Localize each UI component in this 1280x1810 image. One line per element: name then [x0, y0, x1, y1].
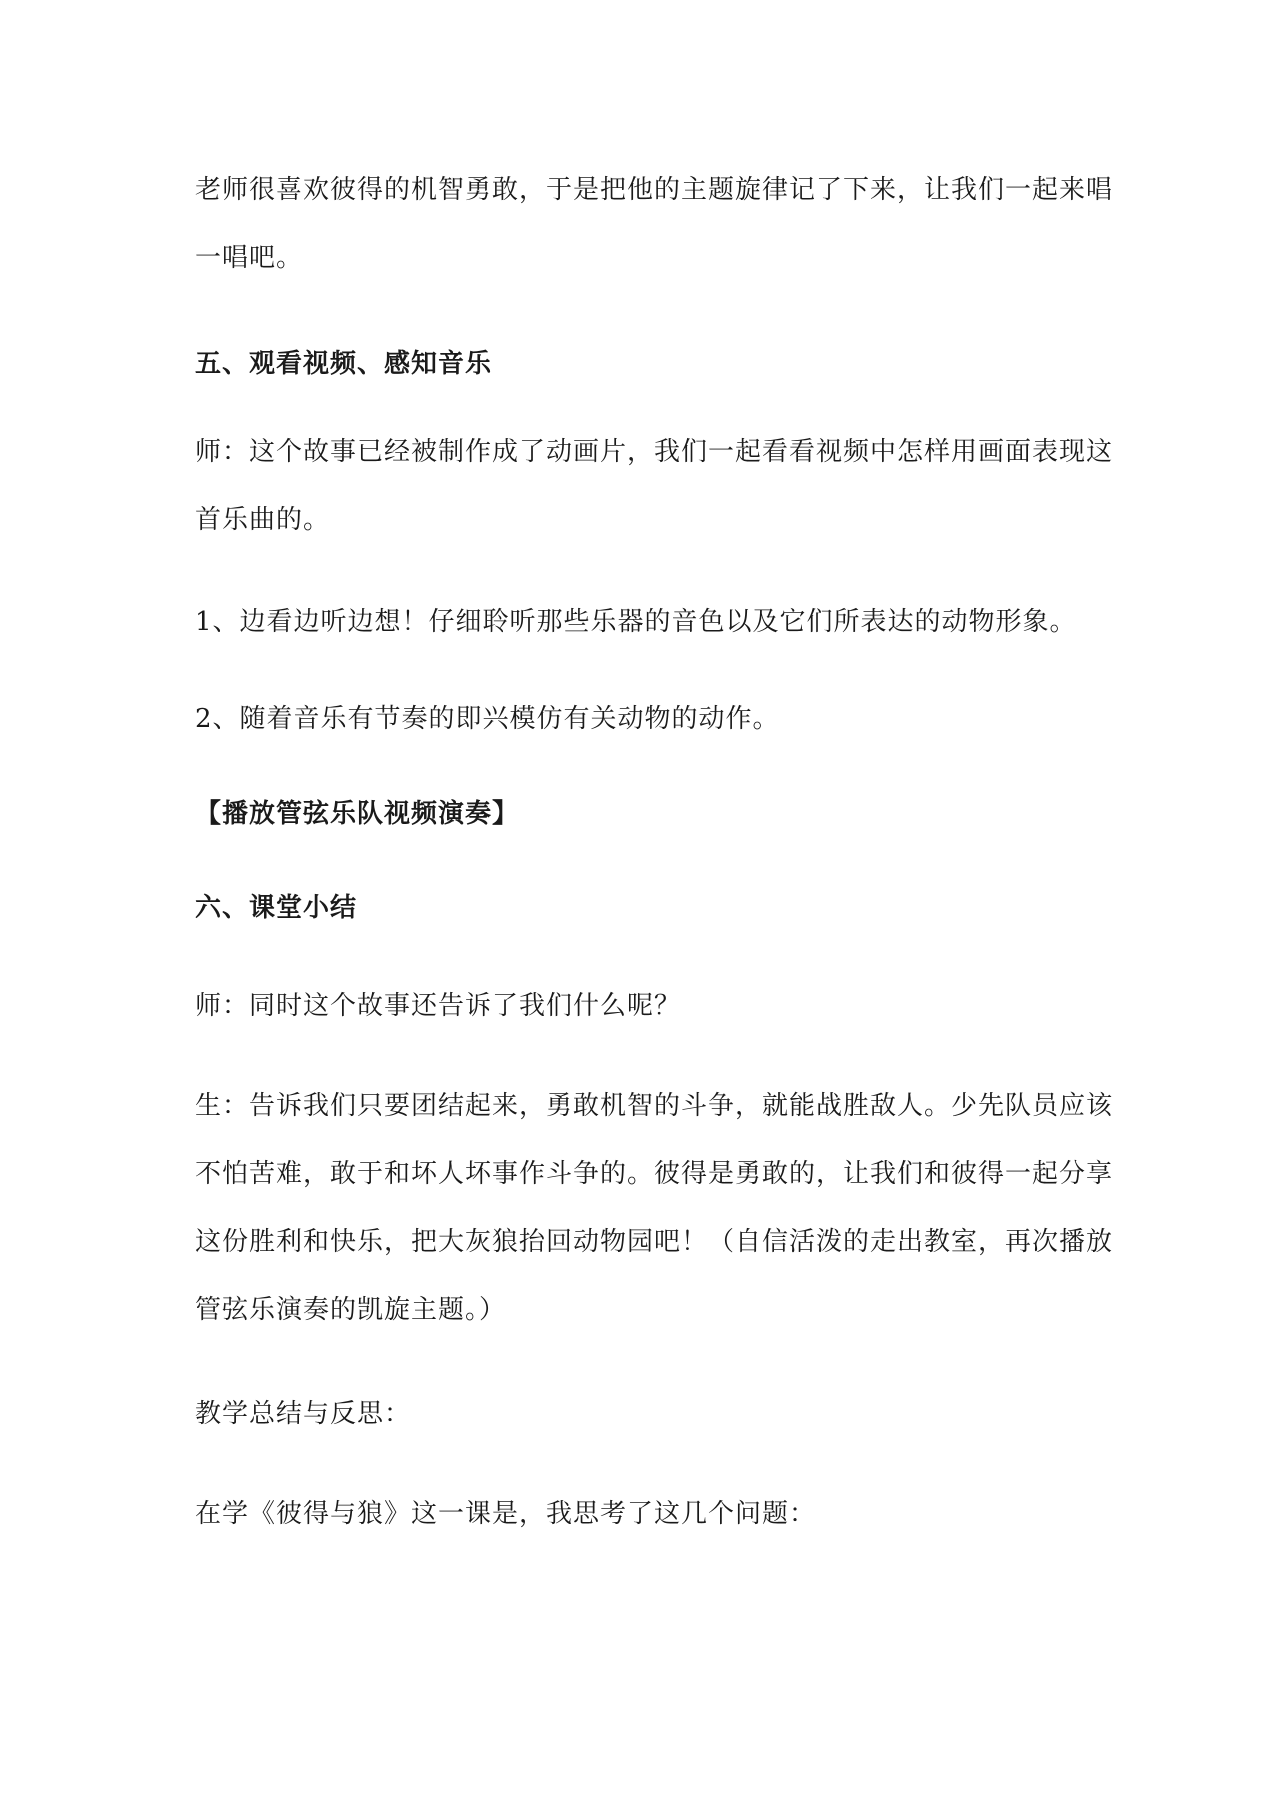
paragraph-teacher-question: [195, 972, 1085, 1040]
heading-text: 【播放管弦乐队视频演奏】: [195, 799, 520, 829]
heading-text: 五、观看视频、感知音乐: [195, 349, 493, 379]
paragraph-student-answer: [195, 1072, 1114, 1344]
paragraph-animation: [195, 418, 1114, 554]
heading-text: 六、课堂小结: [195, 893, 358, 923]
text-line: 在学《彼得与狼》这一课是，我思考了这几个问题：: [195, 1499, 817, 1529]
section-heading-six: [195, 874, 1085, 942]
text-line: 这份胜利和快乐，把大灰狼抬回动物园吧！（自信活泼的走出教室，再次播放: [195, 1227, 1114, 1257]
text-line: 1、边看边听边想！仔细聆听那些乐器的音色以及它们所表达的动物形象。: [195, 607, 1077, 637]
text-line: 一唱吧。: [195, 243, 304, 273]
section-heading-five: [195, 330, 1085, 398]
text-line: 首乐曲的。: [195, 505, 331, 535]
text-line: 不怕苦难，敢于和坏人坏事作斗争的。彼得是勇敢的，让我们和彼得一起分享: [195, 1159, 1114, 1189]
text-line: 师：同时这个故事还告诉了我们什么呢？: [195, 991, 682, 1021]
paragraph-summary-title: [195, 1380, 1085, 1448]
text-line: 老师很喜欢彼得的机智勇敢，于是把他的主题旋律记了下来，让我们一起来唱: [195, 175, 1114, 205]
list-item-1: [195, 588, 1085, 656]
text-line: 教学总结与反思：: [195, 1399, 412, 1429]
paragraph-teacher-praise: [195, 156, 1114, 292]
list-item-2: [195, 685, 1085, 753]
text-line: 管弦乐演奏的凯旋主题。）: [195, 1295, 507, 1325]
text-line: 生：告诉我们只要团结起来，勇敢机智的斗争，就能战胜敌人。少先队员应该: [195, 1091, 1114, 1121]
paragraph-reflection-intro: [195, 1480, 1085, 1548]
bracket-heading-play-video: [195, 780, 1085, 848]
text-line: 师：这个故事已经被制作成了动画片，我们一起看看视频中怎样用画面表现这: [195, 437, 1114, 467]
text-line: 2、随着音乐有节奏的即兴模仿有关动物的动作。: [195, 704, 780, 734]
